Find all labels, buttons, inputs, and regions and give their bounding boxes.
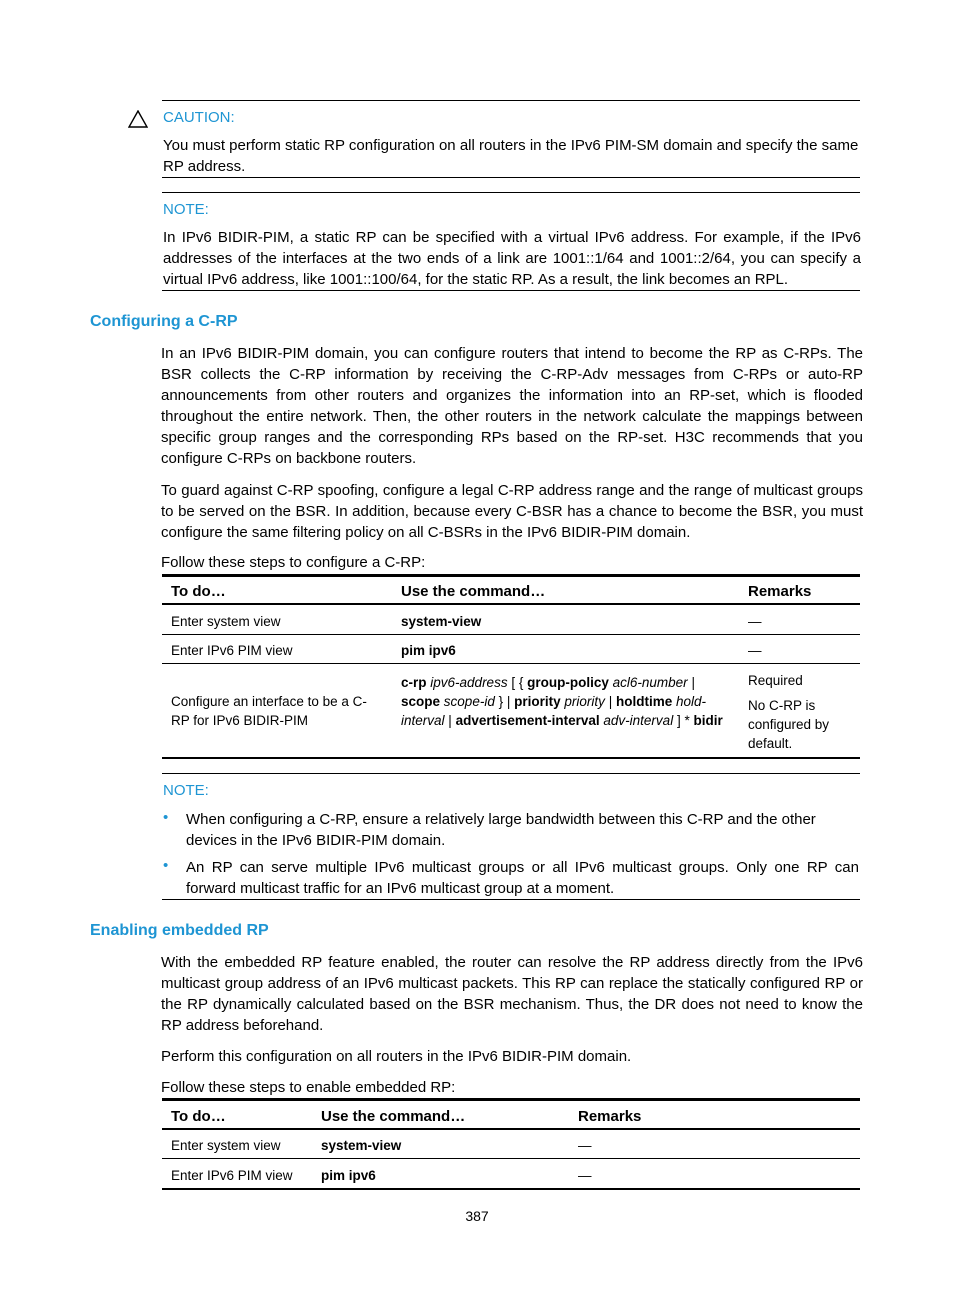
warning-triangle-icon xyxy=(128,110,148,133)
table1-row2-command: pim ipv6 xyxy=(401,643,456,658)
note1-label: NOTE: xyxy=(163,201,209,218)
table2-row1-remark: — xyxy=(578,1138,592,1153)
table1-row3-command: c-rp ipv6-address [ { group-policy acl6-number | scope scope-id } | priority priority | holdtime hold-interval | advertisement-interval adv-interval ] * bidir xyxy=(401,675,723,728)
table1-row1-todo: Enter system view xyxy=(171,614,281,629)
section1-paragraph-1: In an IPv6 BIDIR-PIM domain, you can configure routers that intend to become the RP as C-RPs. The BSR collects the C-RP information by receiving the C-RP-Adv messages from C-RPs or auto-RP announcements from other routers and organizes the information into an RP-set, which is flooded throughout the entire network. Then, the other routers in the network calculate the mappings between specific group ranges and the corresponding RPs based on the RP-set. H3C recommends that you configure C-RPs on backbone routers. xyxy=(161,345,863,467)
section1-steps-intro: Follow these steps to configure a C-RP: xyxy=(161,554,426,571)
note2-item-2: An RP can serve multiple IPv6 multicast groups or all IPv6 multicast groups. Only one RP can forward multicast traffic for an IPv6 multicast group at a moment. xyxy=(186,859,859,897)
bullet-dot-icon: • xyxy=(163,809,169,826)
table2-top-rule xyxy=(162,1098,860,1101)
table1-row-rule xyxy=(162,634,860,635)
table1-row2-todo: Enter IPv6 PIM view xyxy=(171,643,293,658)
table1-header-remarks: Remarks xyxy=(748,583,812,600)
note2-top-rule xyxy=(162,773,860,774)
section2-paragraph-2: Perform this configuration on all routers in the IPv6 BIDIR-PIM domain. xyxy=(161,1048,632,1065)
note1-text: In IPv6 BIDIR-PIM, a static RP can be specified with a virtual IPv6 address. For example, if the IPv6 addresses of the interfaces at the two ends of a link are 1001::1/64 and 1001::2/64, you can specify a virtual IPv6 address, like 1001::100/64, for the static RP. As a result, the link becomes an RPL. xyxy=(163,229,861,288)
table2-row2-todo: Enter IPv6 PIM view xyxy=(171,1168,293,1183)
table1-top-rule xyxy=(162,574,860,577)
table1-bottom-rule xyxy=(162,757,860,759)
table1-header-todo: To do… xyxy=(171,583,226,600)
table2-bottom-rule xyxy=(162,1188,860,1190)
bullet-dot-icon: • xyxy=(163,857,169,874)
note2-label: NOTE: xyxy=(163,782,209,799)
table2-header-remarks: Remarks xyxy=(578,1108,642,1125)
table1-row3-remark-default: No C-RP is configured by default. xyxy=(748,698,830,751)
note1-bottom-rule xyxy=(162,290,860,291)
table1-header-command: Use the command… xyxy=(401,583,546,600)
table1-row3-remark-required: Required xyxy=(748,673,803,688)
note2-bottom-rule xyxy=(162,899,860,900)
note2-item-1: When configuring a C-RP, ensure a relatively large bandwidth between this C-RP and the other devices in the IPv6 BIDIR-PIM domain. xyxy=(186,811,816,849)
caution-top-rule xyxy=(162,100,860,101)
table1-row-rule xyxy=(162,663,860,664)
table1-header-rule xyxy=(162,603,860,605)
table2-row-rule xyxy=(162,1158,860,1159)
caution-label: CAUTION: xyxy=(163,109,235,126)
table2-row1-command: system-view xyxy=(321,1138,402,1153)
table1-row1-command: system-view xyxy=(401,614,482,629)
section1-paragraph-2: To guard against C-RP spoofing, configure a legal C-RP address range and the range of multicast groups to be served on the BSR. In addition, because every C-BSR has a chance to become the BSR, you must configure the same filtering policy on all C-BSRs in the IPv6 BIDIR-PIM domain. xyxy=(161,482,863,541)
note1-top-rule xyxy=(162,192,860,193)
caution-text: You must perform static RP configuration on all routers in the IPv6 PIM-SM domain and specify the same RP address. xyxy=(163,137,859,175)
table2-row1-todo: Enter system view xyxy=(171,1138,281,1153)
table2-header-todo: To do… xyxy=(171,1108,226,1125)
section-heading-enabling-embedded-rp: Enabling embedded RP xyxy=(90,922,269,939)
table2-row2-command: pim ipv6 xyxy=(321,1168,376,1183)
section2-paragraph-1: With the embedded RP feature enabled, the router can resolve the RP address directly from the IPv6 multicast group address of an IPv6 multicast packets. This RP can replace the statically configured RP or the RP dynamically calculated based on the BSR mechanism. Thus, the DR does not need to know the RP address beforehand. xyxy=(161,954,863,1034)
table2-header-rule xyxy=(162,1128,860,1130)
section2-steps-intro: Follow these steps to enable embedded RP: xyxy=(161,1079,456,1096)
table1-row2-remark: — xyxy=(748,643,762,658)
page-number: 387 xyxy=(465,1208,489,1224)
section-heading-configuring-c-rp: Configuring a C-RP xyxy=(90,313,238,330)
table2-row2-remark: — xyxy=(578,1168,592,1183)
table1-row1-remark: — xyxy=(748,614,762,629)
caution-bottom-rule xyxy=(162,177,860,178)
table1-row3-todo: Configure an interface to be a C-RP for IPv6 BIDIR-PIM xyxy=(171,694,367,728)
table2-header-command: Use the command… xyxy=(321,1108,466,1125)
